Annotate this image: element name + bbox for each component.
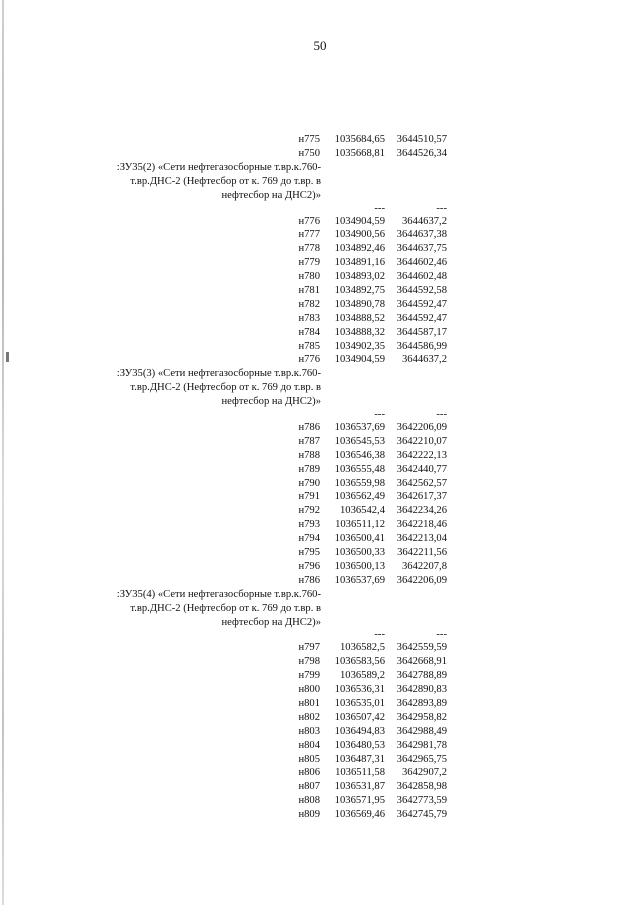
y-coordinate: 3642890,83 [396, 684, 447, 696]
parcel-block [0, 133, 640, 161]
table-row [0, 546, 640, 560]
point-id: н793 [298, 519, 320, 531]
point-id: н803 [298, 725, 320, 737]
point-id: н808 [298, 795, 320, 807]
y-coordinate: 3642562,57 [396, 477, 447, 489]
y-coordinate: 3644587,17 [396, 326, 447, 338]
y-coordinate: 3642211,56 [397, 547, 447, 559]
x-coordinate: 1034892,75 [334, 284, 385, 296]
y-coordinate: 3642745,79 [396, 809, 447, 821]
point-id: н778 [298, 243, 320, 255]
parcel-title: :ЗУ35(4) «Сети нефтегазосборные т.вр.к.760-т.вр.ДНС-2 (Нефтесбор от к. 769 до т.вр. в нефтесбор на ДНС2)» [116, 588, 321, 628]
x-coordinate: 1036511,12 [335, 519, 385, 531]
x-coordinate: 1036536,31 [334, 684, 385, 696]
point-id: н786 [298, 422, 320, 434]
x-coordinate: 1036487,31 [334, 753, 385, 765]
y-coordinate: 3644526,34 [396, 147, 447, 159]
point-id: н795 [298, 547, 320, 559]
table-row [0, 753, 640, 767]
dash-cell: --- [374, 202, 385, 214]
y-coordinate: 3644602,48 [396, 271, 447, 283]
x-coordinate: 1036545,53 [334, 435, 385, 447]
table-row [0, 326, 640, 340]
point-id: н776 [298, 215, 320, 227]
table-row [0, 215, 640, 229]
table-row [0, 463, 640, 477]
x-coordinate: 1036511,58 [335, 767, 385, 779]
x-coordinate: 1034892,46 [334, 243, 385, 255]
table-row [0, 739, 640, 753]
table-row [0, 490, 640, 504]
point-id: н789 [298, 463, 320, 475]
table-row [0, 780, 640, 794]
table-row [0, 133, 640, 147]
y-coordinate: 3642617,37 [396, 491, 447, 503]
point-id: н777 [298, 229, 320, 241]
y-coordinate: 3644586,99 [396, 340, 447, 352]
x-coordinate: 1034888,32 [334, 326, 385, 338]
x-coordinate: 1036582,5 [339, 642, 385, 654]
dash-cell: --- [374, 629, 385, 641]
x-coordinate: 1036500,13 [334, 560, 385, 572]
point-id: н806 [298, 767, 320, 779]
point-id: н791 [298, 491, 320, 503]
point-id: н794 [298, 533, 320, 545]
y-coordinate: 3642958,82 [396, 711, 447, 723]
x-coordinate: 1035668,81 [334, 147, 385, 159]
y-coordinate: 3644602,46 [396, 257, 447, 269]
table-row [0, 270, 640, 284]
table-row [0, 340, 640, 354]
x-coordinate: 1034904,59 [334, 354, 385, 366]
point-id: н776 [298, 354, 320, 366]
x-coordinate: 1036537,69 [334, 574, 385, 586]
parcel-block [0, 161, 640, 368]
table-row [0, 312, 640, 326]
x-coordinate: 1034900,56 [334, 229, 385, 241]
y-coordinate: 3644510,57 [396, 134, 447, 145]
coordinate-table [0, 133, 640, 822]
x-coordinate: 1036535,01 [334, 697, 385, 709]
point-id: н780 [298, 271, 320, 283]
x-coordinate: 1036500,33 [334, 547, 385, 559]
table-row [0, 808, 640, 822]
dash-cell: --- [436, 629, 447, 641]
point-id: н800 [298, 684, 320, 696]
y-coordinate: 3642559,59 [396, 642, 447, 654]
table-row [0, 697, 640, 711]
dash-cell: --- [374, 409, 385, 421]
y-coordinate: 3642218,46 [396, 519, 447, 531]
table-row [0, 711, 640, 725]
x-coordinate: 1036571,95 [334, 795, 385, 807]
y-coordinate: 3644637,2 [401, 354, 447, 366]
y-coordinate: 3642773,59 [396, 795, 447, 807]
x-coordinate: 1036507,42 [334, 711, 385, 723]
point-id: н807 [298, 781, 320, 793]
x-coordinate: 1036542,4 [339, 505, 385, 517]
y-coordinate: 3642965,75 [396, 753, 447, 765]
x-coordinate: 1034893,02 [334, 271, 385, 283]
y-coordinate: 3644637,38 [396, 229, 447, 241]
parcel-title: :ЗУ35(2) «Сети нефтегазосборные т.вр.к.760-т.вр.ДНС-2 (Нефтесбор от к. 769 до т.вр. в нефтесбор на ДНС2)» [116, 161, 321, 201]
y-coordinate: 3642206,09 [396, 422, 447, 434]
table-row [0, 449, 640, 463]
point-id: н798 [298, 656, 320, 668]
point-id: н788 [298, 449, 320, 461]
y-coordinate: 3642788,89 [396, 670, 447, 682]
table-row [0, 421, 640, 435]
y-coordinate: 3644592,47 [396, 312, 447, 324]
point-id: н787 [298, 435, 320, 447]
table-row [0, 256, 640, 270]
y-coordinate: 3642440,77 [396, 463, 447, 475]
x-coordinate: 1036500,41 [334, 533, 385, 545]
point-id: н785 [298, 340, 320, 352]
table-row [0, 655, 640, 669]
point-id: н792 [298, 505, 320, 517]
table-row [0, 284, 640, 298]
parcel-block [0, 588, 640, 822]
table-row [0, 560, 640, 574]
x-coordinate: 1036480,53 [334, 739, 385, 751]
parcel-title: :ЗУ35(3) «Сети нефтегазосборные т.вр.к.760-т.вр.ДНС-2 (Нефтесбор от к. 769 до т.вр. в нефтесбор на ДНС2)» [116, 368, 321, 408]
table-row [0, 641, 640, 655]
y-coordinate: 3642907,2 [401, 767, 447, 779]
point-id: н782 [298, 298, 320, 310]
y-coordinate: 3642222,13 [396, 449, 447, 461]
point-id: н801 [298, 697, 320, 709]
table-row [0, 725, 640, 739]
table-row [0, 435, 640, 449]
table-row [0, 147, 640, 161]
point-id: н781 [298, 284, 320, 296]
dash-cell: --- [436, 202, 447, 214]
point-id: н790 [298, 477, 320, 489]
y-coordinate: 3642207,8 [401, 560, 447, 572]
x-coordinate: 1036583,56 [334, 656, 385, 668]
x-coordinate: 1034888,52 [334, 312, 385, 324]
point-id: н796 [298, 560, 320, 572]
point-id: н809 [298, 809, 320, 821]
x-coordinate: 1034904,59 [334, 215, 385, 227]
table-row [0, 669, 640, 683]
table-row [0, 683, 640, 697]
y-coordinate: 3642668,91 [396, 656, 447, 668]
table-row [0, 504, 640, 518]
x-coordinate: 1034902,35 [334, 340, 385, 352]
x-coordinate: 1036537,69 [334, 422, 385, 434]
page-number: 50 [313, 38, 327, 53]
x-coordinate: 1036531,87 [334, 781, 385, 793]
x-coordinate: 1036555,48 [334, 463, 385, 475]
y-coordinate: 3642213,04 [396, 533, 447, 545]
y-coordinate: 3644592,47 [396, 298, 447, 310]
x-coordinate: 1036559,98 [334, 477, 385, 489]
x-coordinate: 1036494,83 [334, 725, 385, 737]
y-coordinate: 3642234,26 [396, 505, 447, 517]
table-row [0, 766, 640, 780]
y-coordinate: 3642858,98 [396, 781, 447, 793]
table-row [0, 242, 640, 256]
point-id: н799 [298, 670, 320, 682]
y-coordinate: 3642988,49 [396, 725, 447, 737]
x-coordinate: 1035684,65 [334, 134, 385, 145]
point-id: н775 [298, 134, 320, 145]
table-row [0, 477, 640, 491]
table-row [0, 298, 640, 312]
y-coordinate: 3644592,58 [396, 284, 447, 296]
y-coordinate: 3644637,2 [401, 215, 447, 227]
point-id: н784 [298, 326, 320, 338]
dash-row [0, 629, 640, 641]
y-coordinate: 3642981,78 [396, 739, 447, 751]
dash-row [0, 203, 640, 215]
table-row [0, 532, 640, 546]
x-coordinate: 1036562,49 [334, 491, 385, 503]
table-row [0, 794, 640, 808]
x-coordinate: 1036546,38 [334, 449, 385, 461]
point-id: н805 [298, 753, 320, 765]
x-coordinate: 1034890,78 [334, 298, 385, 310]
table-row [0, 518, 640, 532]
point-id: н779 [298, 257, 320, 269]
point-id: н797 [298, 642, 320, 654]
dash-row [0, 409, 640, 421]
table-row [0, 574, 640, 588]
table-row [0, 228, 640, 242]
point-id: н750 [298, 147, 320, 159]
y-coordinate: 3642210,07 [396, 435, 447, 447]
x-coordinate: 1034891,16 [334, 257, 385, 269]
dash-cell: --- [436, 409, 447, 421]
point-id: н786 [298, 574, 320, 586]
point-id: н783 [298, 312, 320, 324]
point-id: н804 [298, 739, 320, 751]
table-row [0, 353, 640, 367]
y-coordinate: 3642893,89 [396, 697, 447, 709]
point-id: н802 [298, 711, 320, 723]
x-coordinate: 1036569,46 [334, 809, 385, 821]
x-coordinate: 1036589,2 [339, 670, 385, 682]
y-coordinate: 3644637,75 [396, 243, 447, 255]
y-coordinate: 3642206,09 [396, 574, 447, 586]
parcel-block [0, 367, 640, 587]
